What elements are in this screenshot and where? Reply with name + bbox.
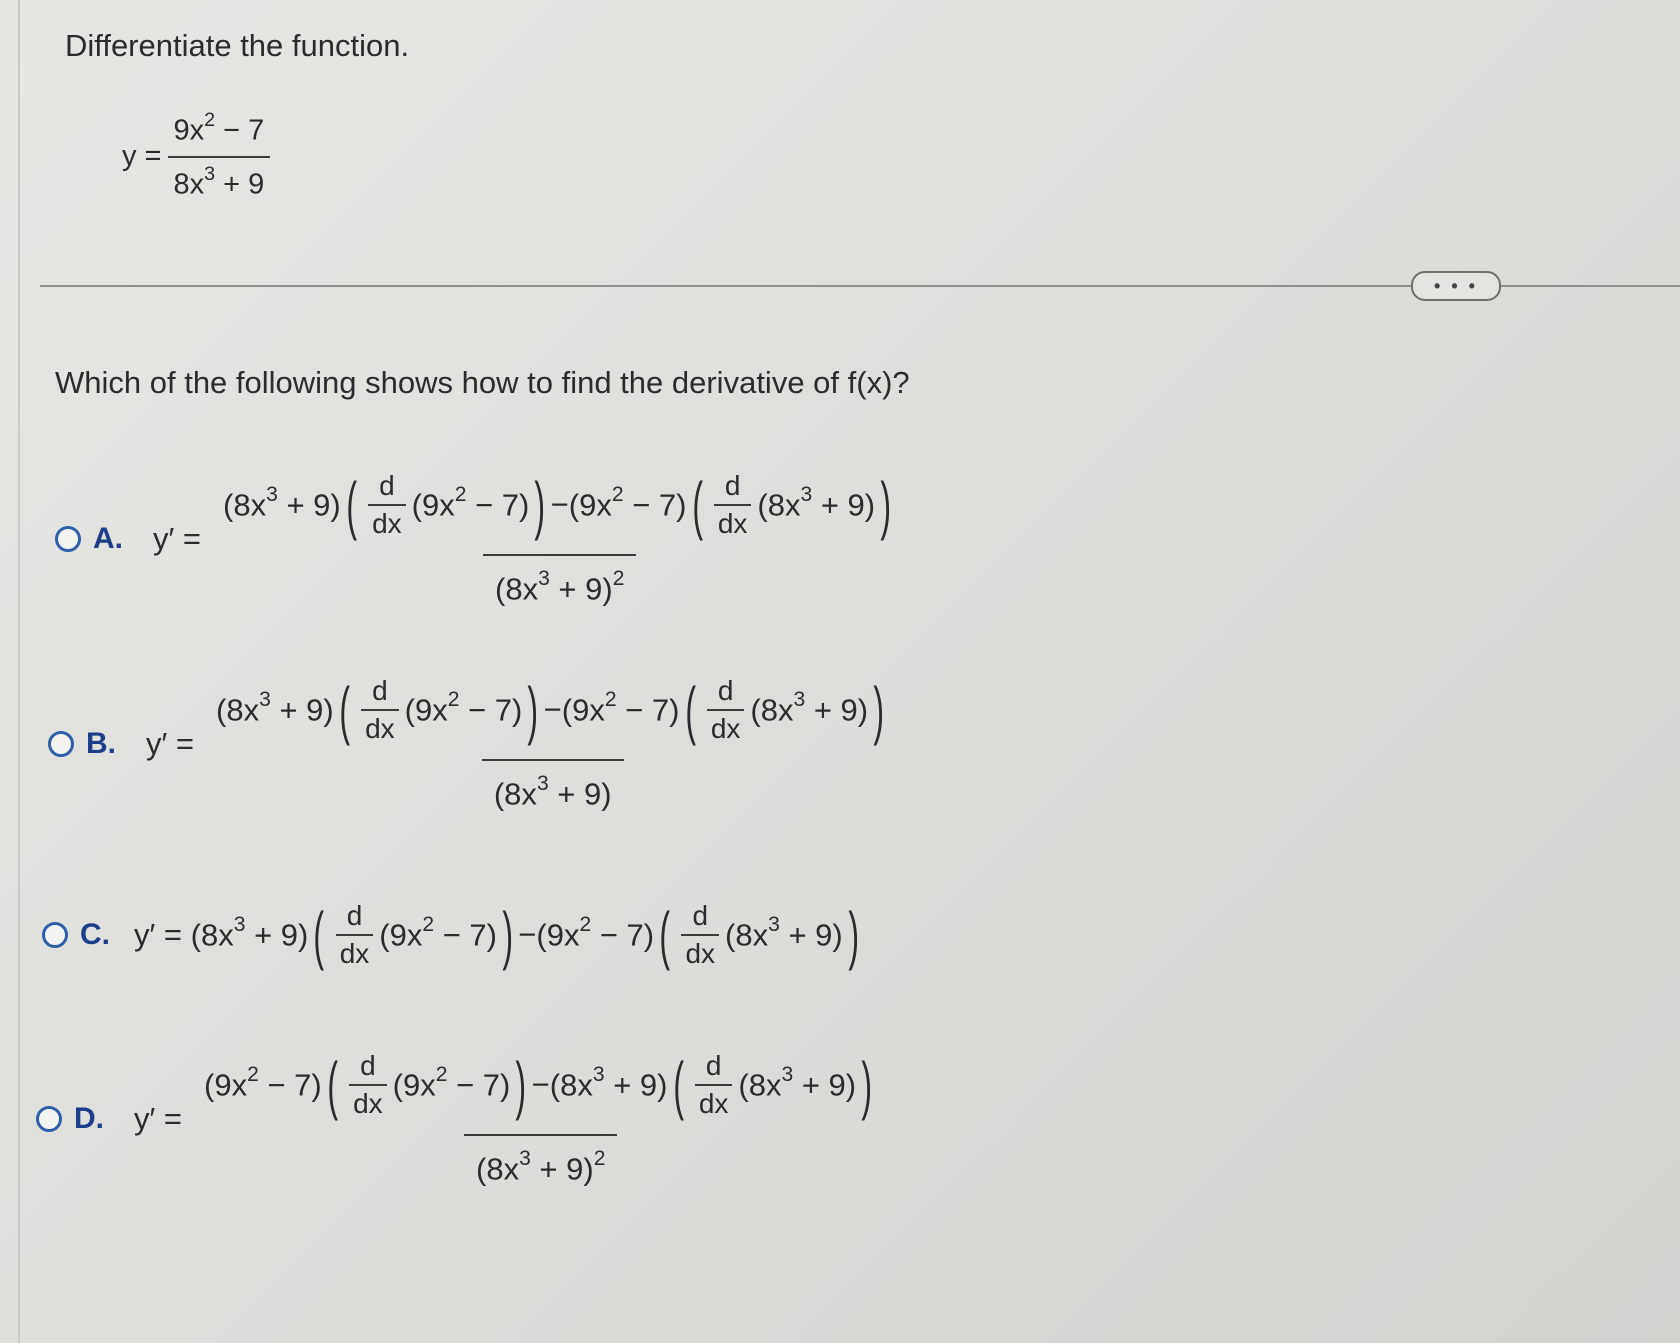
v-term: $(9x^2 - 7)$ (568, 483, 687, 523)
radio-button-b[interactable] (48, 731, 74, 757)
derivative-operator: d dx (349, 1050, 387, 1120)
given-function (122, 109, 276, 201)
instruction-title: Differentiate the function. (65, 28, 410, 63)
minus-sign: − (518, 917, 537, 952)
radio-button-c[interactable] (42, 922, 68, 948)
question-text: Which of the following shows how to find the derivative of f(x)? (55, 365, 910, 400)
v-term: $(9x^2 - 7)$ (392, 1063, 511, 1103)
u-term: $(8x^3 + 9)$ (738, 1063, 857, 1103)
big-left-paren: ( (339, 674, 350, 746)
big-left-paren: ( (346, 469, 357, 541)
fraction-a (211, 470, 908, 607)
more-options-button[interactable]: • • • (1411, 271, 1501, 301)
denominator-d: $(8x^3 + 9)^2$ (464, 1134, 617, 1187)
option-letter-d: D. (74, 1101, 104, 1135)
big-right-paren: ) (861, 1049, 873, 1121)
v-term: $(9x^2 - 7)$ (411, 483, 530, 523)
big-right-paren: ) (502, 899, 513, 971)
derivative-operator: d dx (707, 675, 745, 745)
big-left-paren: ( (672, 1049, 684, 1121)
formula-d (134, 1050, 889, 1187)
v-term: $(9x^2 - 7)$ (536, 913, 655, 953)
v-term: $(9x^2 - 7)$ (561, 688, 680, 728)
derivative-operator: d dx (681, 900, 719, 970)
u-term: $(8x^3 + 9)$ (757, 483, 876, 523)
big-left-paren: ( (691, 469, 703, 541)
minus-sign: − (531, 1067, 550, 1102)
page-edge (18, 0, 20, 1343)
derivative-operator: d dx (714, 470, 752, 540)
v-term: $(9x^2 - 7)$ (379, 913, 497, 953)
v-term: $(9x^2 - 7)$ (404, 688, 523, 728)
big-left-paren: ( (313, 899, 325, 971)
yprime-b: y′ = (146, 725, 195, 761)
v-term: $(9x^2 - 7)$ (204, 1063, 322, 1103)
u-term: $(8x^3 + 9)$ (190, 913, 309, 953)
fraction-b (204, 675, 901, 812)
big-left-paren: ( (659, 899, 671, 971)
big-right-paren: ) (534, 469, 546, 541)
numerator-b (204, 675, 901, 759)
given-fraction (168, 109, 271, 201)
numerator-d (192, 1050, 889, 1134)
big-left-paren: ( (327, 1049, 338, 1121)
den-exp: 3 (204, 162, 216, 185)
num-base: 9x (173, 114, 205, 147)
denominator-a: $(8x^3 + 9)^2$ (483, 554, 636, 607)
big-right-paren: ) (880, 469, 892, 541)
big-right-paren: ) (527, 674, 539, 746)
formula-c (134, 900, 864, 970)
given-lhs: y = (122, 140, 162, 173)
formula-a (153, 470, 908, 607)
big-left-paren: ( (684, 674, 696, 746)
option-a[interactable] (55, 470, 908, 607)
u-term: $(8x^3 + 9)$ (223, 483, 341, 523)
option-b[interactable] (48, 675, 901, 812)
yprime-c: y′ = (134, 917, 183, 952)
big-right-paren: ) (515, 1049, 527, 1121)
option-d[interactable] (36, 1050, 889, 1187)
den-base: 8x (173, 168, 205, 201)
formula-b (146, 675, 901, 812)
derivative-operator: d dx (361, 675, 399, 745)
minus-sign: − (543, 692, 562, 727)
derivative-operator: d dx (368, 470, 406, 540)
derivative-operator: d dx (695, 1050, 733, 1120)
yprime-d: y′ = (134, 1100, 183, 1136)
radio-button-a[interactable] (55, 526, 81, 552)
denominator-b: $(8x^3 + 9)$ (482, 759, 624, 812)
option-letter-b: B. (86, 726, 116, 760)
u-term: $(8x^3 + 9)$ (549, 1063, 668, 1103)
u-term: $(8x^3 + 9)$ (725, 913, 843, 953)
option-letter-c: C. (80, 918, 110, 951)
minus-sign: − (550, 487, 569, 522)
given-denominator (168, 156, 271, 202)
radio-button-d[interactable] (36, 1106, 62, 1132)
u-term: $(8x^3 + 9)$ (750, 688, 869, 728)
num-exp: 2 (204, 109, 216, 132)
given-numerator (168, 109, 271, 156)
derivative-operator: d dx (336, 900, 374, 970)
den-tail: + 9 (215, 168, 265, 201)
option-letter-a: A. (93, 521, 123, 555)
u-term: $(8x^3 + 9)$ (216, 688, 334, 728)
option-c[interactable] (42, 900, 864, 970)
big-right-paren: ) (873, 674, 885, 746)
fraction-d (192, 1050, 889, 1187)
numerator-a (211, 470, 908, 554)
yprime-a: y′ = (153, 520, 202, 556)
num-tail: − 7 (215, 114, 265, 147)
big-right-paren: ) (848, 899, 859, 971)
